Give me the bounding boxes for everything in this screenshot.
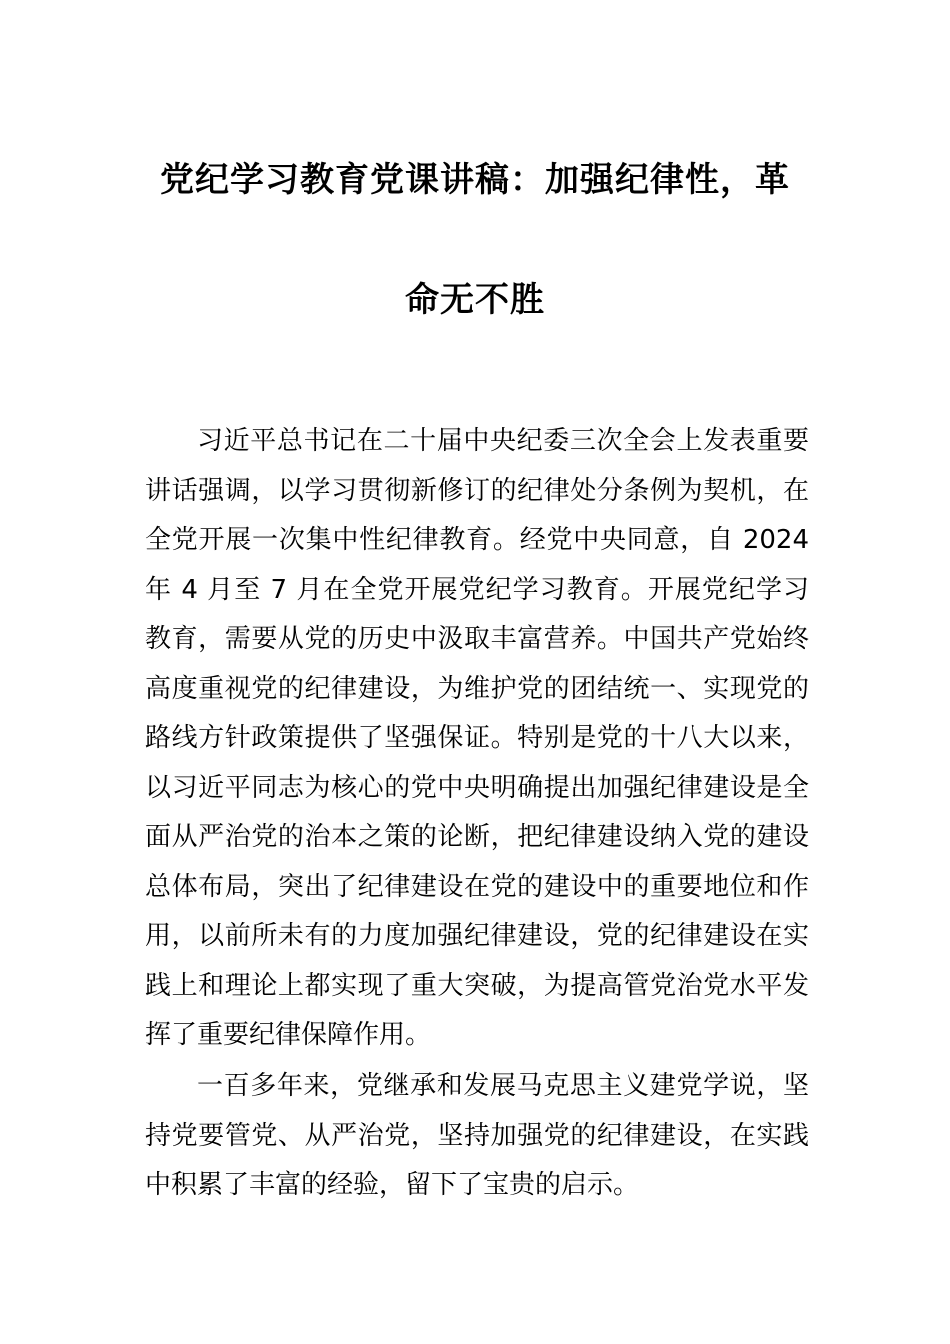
body-paragraph-2: 一百多年来，党继承和发展马克思主义建党学说，坚持党要管党、从严治党，坚持加强党的纪律建设，在实践中积累了丰富的经验，留下了宝贵的启示。	[145, 1071, 809, 1200]
body-paragraph-1: 习近平总书记在二十届中央纪委三次全会上发表重要讲话强调，以学习贯彻新修订的纪律处分条例为契机，在全党开展一次集中性纪律教育。经党中央同意，自 2024 年 4 月至 7 月在全党开展党纪学习教育。开展党纪学习教育，需要从党的历史中汲取丰富营养。中国共产党始终高度重视党的纪律建设，为维护党的团结统一、实现党的路线方针政策提供了坚强保证。特别是党的十八大以来，以习近平同志为核心的党中央明确提出加强纪律建设是全面从严治党的治本之策的论断，把纪律建设纳入党的建设总体布局，突出了纪律建设在党的建设中的重要地位和作用，以前所未有的力度加强纪律建设，党的纪律建设在实践上和理论上都实现了重大突破，为提高管党治党水平发挥了重要纪律保障作用。	[145, 426, 809, 1050]
document-title-line-2: 命无不胜	[405, 280, 545, 320]
document-title-line-1: 党纪学习教育党课讲稿：加强纪律性，革	[160, 160, 790, 200]
